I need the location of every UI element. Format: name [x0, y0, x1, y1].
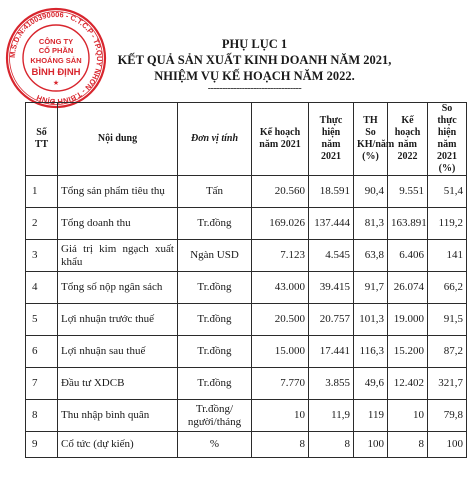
cell-don-vi: Tr.đồng — [178, 272, 252, 304]
cell-ke-hoach-2022: 12.402 — [388, 368, 428, 400]
col-header-thuc-hien-2021: Thực hiện năm 2021 — [309, 103, 354, 176]
cell-th-so-kh: 119 — [354, 400, 388, 432]
col-header-ke-hoach-2022: Kế hoạch năm 2022 — [388, 103, 428, 176]
cell-ke-hoach-2021: 20.500 — [252, 304, 309, 336]
cell-thuc-hien-2021: 18.591 — [309, 176, 354, 208]
cell-ke-hoach-2021: 169.026 — [252, 208, 309, 240]
cell-thuc-hien-2021: 39.415 — [309, 272, 354, 304]
cell-ke-hoach-2021: 15.000 — [252, 336, 309, 368]
cell-stt: 2 — [26, 208, 58, 240]
stamp-line-3: KHOÁNG SẢN — [30, 56, 82, 65]
cell-don-vi: Tr.đồng — [178, 208, 252, 240]
cell-so-thuc-hien: 66,2 — [428, 272, 467, 304]
table-row — [26, 368, 467, 400]
cell-noi-dung: Tổng số nộp ngân sách — [58, 272, 178, 304]
report-title-line-1: KẾT QUẢ SẢN XUẤT KINH DOANH NĂM 2021, — [117, 53, 392, 67]
title-underline: --------------------------------- — [207, 83, 302, 94]
cell-stt: 9 — [26, 432, 58, 458]
cell-ke-hoach-2022: 9.551 — [388, 176, 428, 208]
cell-stt: 6 — [26, 336, 58, 368]
table-row — [26, 272, 467, 304]
cell-don-vi: Tr.đồng — [178, 304, 252, 336]
cell-so-thuc-hien: 321,7 — [428, 368, 467, 400]
cell-so-thuc-hien: 100 — [428, 432, 467, 458]
cell-thuc-hien-2021: 11,9 — [309, 400, 354, 432]
cell-don-vi: % — [178, 432, 252, 458]
cell-don-vi: Tấn — [178, 176, 252, 208]
cell-th-so-kh: 63,8 — [354, 240, 388, 272]
stamp-ring-text: M.S.D.N:4100390006 - C.T.C.P - TP.QUY NHƠN - T.BÌNH ĐỊNH — [7, 9, 105, 107]
table-row — [26, 208, 467, 240]
cell-stt: 7 — [26, 368, 58, 400]
cell-thuc-hien-2021: 4.545 — [309, 240, 354, 272]
stamp-line-2: CỔ PHẦN — [38, 46, 74, 55]
cell-ke-hoach-2021: 43.000 — [252, 272, 309, 304]
col-header-th-so-kh: TH So KH/năm (%) — [354, 103, 388, 176]
table-row — [26, 432, 467, 458]
cell-ke-hoach-2022: 15.200 — [388, 336, 428, 368]
cell-ke-hoach-2021: 20.560 — [252, 176, 309, 208]
cell-noi-dung: Tổng doanh thu — [58, 208, 178, 240]
cell-stt: 4 — [26, 272, 58, 304]
document-header — [0, 36, 469, 93]
cell-ke-hoach-2021: 7.770 — [252, 368, 309, 400]
table-row — [26, 400, 467, 432]
table-header-row — [26, 103, 467, 176]
cell-stt: 1 — [26, 176, 58, 208]
cell-th-so-kh: 49,6 — [354, 368, 388, 400]
cell-noi-dung: Thu nhập bình quân — [58, 400, 178, 432]
cell-don-vi: Tr.đồng/ người/tháng — [178, 400, 252, 432]
col-header-noi-dung: Nội dung — [58, 103, 178, 176]
col-header-ke-hoach-2021: Kế hoạch năm 2021 — [252, 103, 309, 176]
table-row — [26, 304, 467, 336]
col-header-so-thuc-hien: So thực hiện năm 2021 (%) — [428, 103, 467, 176]
cell-ke-hoach-2022: 26.074 — [388, 272, 428, 304]
cell-don-vi: Tr.đồng — [178, 336, 252, 368]
col-header-stt: Số TT — [26, 103, 58, 176]
cell-thuc-hien-2021: 137.444 — [309, 208, 354, 240]
cell-so-thuc-hien: 79,8 — [428, 400, 467, 432]
cell-so-thuc-hien: 91,5 — [428, 304, 467, 336]
cell-th-so-kh: 90,4 — [354, 176, 388, 208]
cell-th-so-kh: 116,3 — [354, 336, 388, 368]
cell-th-so-kh: 100 — [354, 432, 388, 458]
cell-don-vi: Ngàn USD — [178, 240, 252, 272]
cell-noi-dung: Đầu tư XDCB — [58, 368, 178, 400]
table-row — [26, 176, 467, 208]
cell-so-thuc-hien: 87,2 — [428, 336, 467, 368]
results-table — [25, 102, 467, 458]
cell-th-so-kh: 101,3 — [354, 304, 388, 336]
cell-ke-hoach-2021: 10 — [252, 400, 309, 432]
col-header-don-vi-tinh: Đơn vị tính — [178, 103, 252, 176]
cell-noi-dung: Tổng sản phẩm tiêu thụ — [58, 176, 178, 208]
cell-noi-dung: Lợi nhuận sau thuế — [58, 336, 178, 368]
cell-ke-hoach-2022: 10 — [388, 400, 428, 432]
stamp-line-4: BÌNH ĐỊNH — [31, 67, 81, 78]
cell-don-vi: Tr.đồng — [178, 368, 252, 400]
table-row — [26, 336, 467, 368]
cell-so-thuc-hien: 51,4 — [428, 176, 467, 208]
stamp-line-1: CÔNG TY — [38, 37, 74, 46]
cell-so-thuc-hien: 141 — [428, 240, 467, 272]
cell-ke-hoach-2022: 163.891 — [388, 208, 428, 240]
cell-stt: 5 — [26, 304, 58, 336]
cell-th-so-kh: 91,7 — [354, 272, 388, 304]
cell-ke-hoach-2022: 6.406 — [388, 240, 428, 272]
cell-th-so-kh: 81,3 — [354, 208, 388, 240]
cell-noi-dung: Cổ tức (dự kiến) — [58, 432, 178, 458]
cell-thuc-hien-2021: 20.757 — [309, 304, 354, 336]
cell-thuc-hien-2021: 3.855 — [309, 368, 354, 400]
cell-ke-hoach-2022: 19.000 — [388, 304, 428, 336]
report-title-line-2: NHIỆM VỤ KẾ HOẠCH NĂM 2022. — [154, 69, 355, 83]
cell-stt: 3 — [26, 240, 58, 272]
cell-thuc-hien-2021: 17.441 — [309, 336, 354, 368]
appendix-title: PHỤ LỤC 1 — [221, 37, 288, 51]
cell-ke-hoach-2021: 7.123 — [252, 240, 309, 272]
cell-noi-dung: Giá trị kim ngạch xuất khẩu — [58, 240, 178, 272]
cell-ke-hoach-2022: 8 — [388, 432, 428, 458]
cell-noi-dung: Lợi nhuận trước thuế — [58, 304, 178, 336]
cell-ke-hoach-2021: 8 — [252, 432, 309, 458]
cell-stt: 8 — [26, 400, 58, 432]
cell-thuc-hien-2021: 8 — [309, 432, 354, 458]
cell-so-thuc-hien: 119,2 — [428, 208, 467, 240]
stamp-star-icon: ★ — [52, 79, 60, 87]
table-row — [26, 240, 467, 272]
